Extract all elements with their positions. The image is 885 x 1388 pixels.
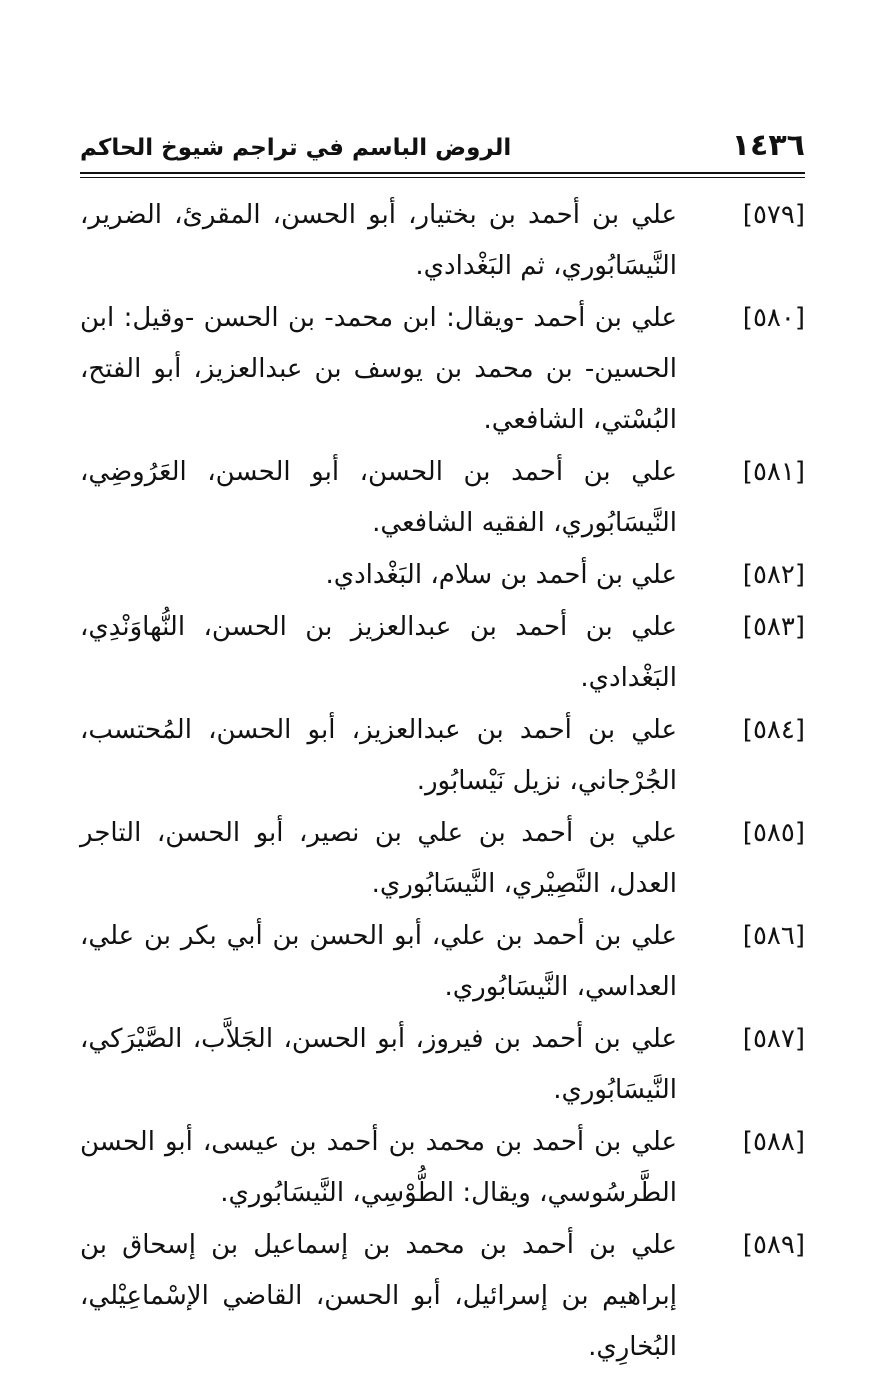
entry-number: [٥٨٩] <box>742 1230 805 1260</box>
entry-number: [٥٨٢] <box>742 560 805 590</box>
entry-text: علي بن أحمد بن الحسن، أبو الحسن، العَرُوضِي، النَّيسَابُوري، الفقيه الشافعي. <box>80 457 677 538</box>
entry-text: علي بن أحمد بن محمد بن أحمد بن عيسى، أبو الحسن الطَّرسُوسي، ويقال: الطُّوْسِي، النَّيسَابُوري. <box>80 1127 677 1208</box>
entry-584 <box>80 705 805 807</box>
entry-number: [٥٨١] <box>742 457 805 487</box>
entry-text: علي بن أحمد -ويقال: ابن محمد- بن الحسن -وقيل: ابن الحسين- بن محمد بن يوسف بن عبدالعزيز، أبو الفتح، البُسْتي، الشافعي. <box>80 303 677 435</box>
entry-number: [٥٨٦] <box>742 921 805 951</box>
entry-587 <box>80 1014 805 1116</box>
entry-text: علي بن أحمد بن محمد بن إسماعيل بن إسحاق بن إبراهيم بن إسرائيل، أبو الحسن، القاضي الإسْماعِيْلي، البُخارِي. <box>80 1230 677 1362</box>
entry-number: [٥٨٠] <box>742 303 805 333</box>
entry-585 <box>80 808 805 910</box>
entry-text: علي بن أحمد بن عبدالعزيز، أبو الحسن، المُحتسب، الجُرْجاني، نزيل نَيْسابُور. <box>80 715 677 796</box>
header-divider <box>80 172 805 178</box>
entry-number: [٥٨٨] <box>742 1127 805 1157</box>
entry-583 <box>80 602 805 704</box>
entry-number: [٥٨٣] <box>742 612 805 642</box>
entry-number: [٥٨٧] <box>742 1024 805 1054</box>
entry-588 <box>80 1117 805 1219</box>
entry-586 <box>80 911 805 1013</box>
entry-text: علي بن أحمد بن فيروز، أبو الحسن، الجَلاَّب، الصَّيْرَكي، النَّيسَابُوري. <box>80 1024 677 1105</box>
page-header <box>80 120 805 166</box>
book-page <box>80 120 805 1362</box>
entry-589 <box>80 1220 805 1373</box>
entry-number: [٥٧٩] <box>742 200 805 230</box>
entry-582 <box>80 550 805 601</box>
entry-581 <box>80 447 805 549</box>
entry-text: علي بن أحمد بن علي، أبو الحسن بن أبي بكر بن علي، العداسي، النَّيسَابُوري. <box>80 921 677 1002</box>
entry-number: [٥٨٤] <box>742 715 805 745</box>
entry-text: علي بن أحمد بن عبدالعزيز بن الحسن، النُّهاوَنْدِي، البَغْدادي. <box>80 612 677 693</box>
running-title: الروض الباسم في تراجم شيوخ الحاكم <box>80 135 512 161</box>
entry-580 <box>80 293 805 446</box>
page-number: ١٤٣٦ <box>731 128 805 163</box>
entry-text: علي بن أحمد بن علي بن نصير، أبو الحسن، التاجر العدل، النَّصِيْري، النَّيسَابُوري. <box>80 818 677 899</box>
entry-text: علي بن أحمد بن سلام، البَغْدادي. <box>325 560 677 590</box>
entries-list <box>80 190 805 1373</box>
entry-579 <box>80 190 805 292</box>
entry-text: علي بن أحمد بن بختيار، أبو الحسن، المقرئ، الضرير، النَّيسَابُوري، ثم البَغْدادي. <box>80 200 677 281</box>
entry-number: [٥٨٥] <box>742 818 805 848</box>
